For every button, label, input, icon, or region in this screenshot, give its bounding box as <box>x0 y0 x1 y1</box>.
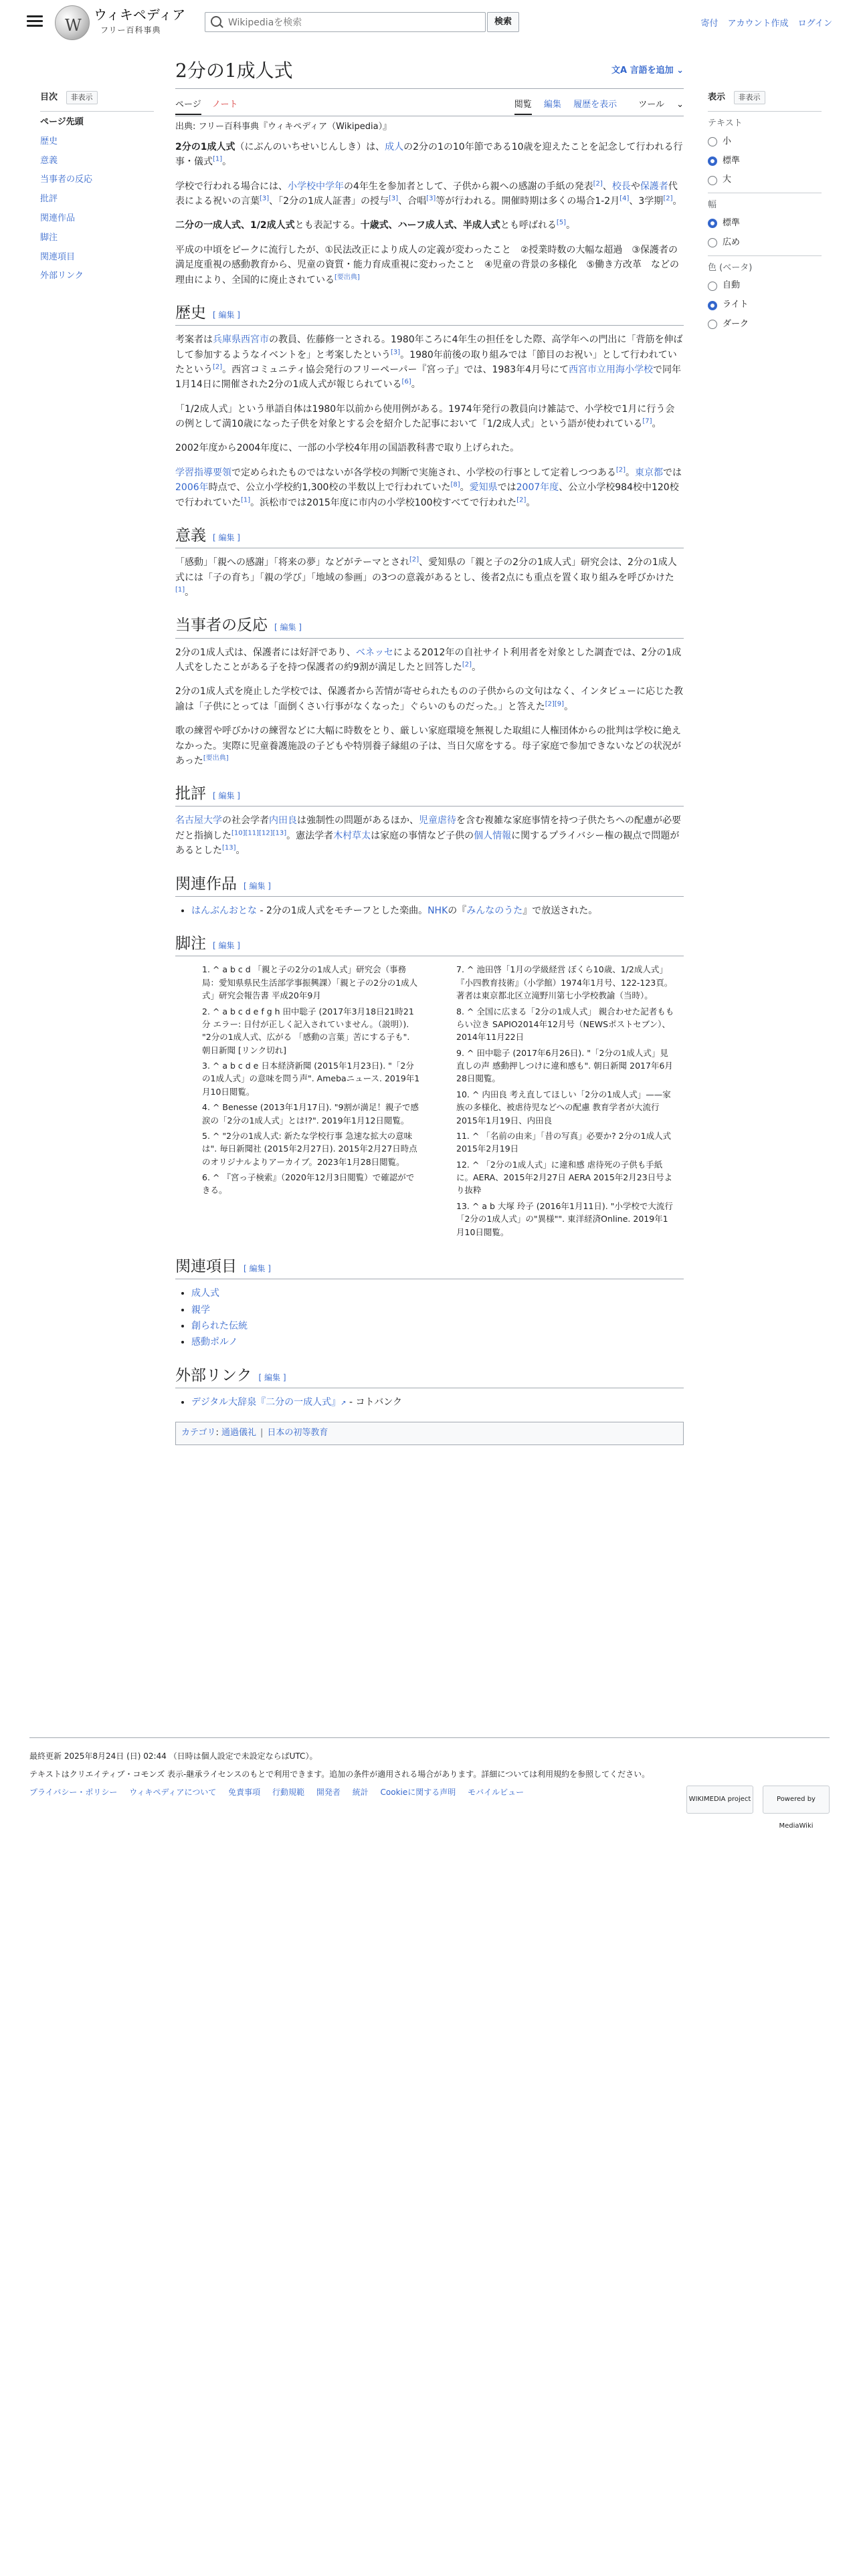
reference-item <box>456 963 684 1002</box>
appearance-panel <box>708 91 822 337</box>
title-row <box>175 59 684 89</box>
text: で同年1月14日に開催された2分の1成人式が報じられている <box>175 364 682 391</box>
category-link[interactable]: 通過儀礼 <box>221 1428 257 1438</box>
link-personal-info[interactable]: 個人情報 <box>474 830 512 841</box>
license-text: テキストはクリエイティブ・コモンズ 表示-継承ライセンスのもとで利用できます。追加の条件が適用される場合があります。詳細については利用規約を参照してください。 <box>29 1769 650 1780</box>
ref-number: 10. <box>456 1089 470 1099</box>
ref-link[interactable]: [1] <box>213 155 223 163</box>
text-size-small-radio[interactable] <box>708 135 822 149</box>
color-auto-radio[interactable] <box>708 279 822 293</box>
ref-link[interactable]: [2][9] <box>545 700 565 708</box>
ref-number: 13. <box>456 1200 470 1211</box>
text: 考案者は <box>175 334 213 346</box>
text: 。 <box>652 419 662 430</box>
history-paragraph-3: 2002年度から2004年度に、一部の小学校4年用の国語教科書で取り上げられた。 <box>175 443 520 454</box>
reference-item <box>202 1005 430 1057</box>
text: 2分の1成人式は、保護者には好評であり、 <box>175 647 356 658</box>
text-size-standard-radio[interactable] <box>708 154 822 169</box>
color-label: 色 (ベータ) <box>708 262 753 273</box>
text: 2分の1成人式を廃止した学校では、保護者から苦情が寄せられたものの子供からの文句はなく、インタビューに応じた教諭は「子供にとっては「面倒くさい行事がなくなった」ぐらいのものだった。」と答えた <box>175 686 683 712</box>
term: 2分の1成人式 <box>175 141 235 152</box>
text: 、愛知県の「親と子の2分の1成人式」研究会は、2分の1成人式には「子の育ち」「親の学び」「地域の参画」の3つの意義があるとし、後者2点にも重点を置く取り組みを呼びかけた <box>175 557 677 583</box>
ref-number: 8. <box>456 1006 464 1016</box>
heading-text: 外部リンク <box>175 1366 252 1384</box>
link-minna-no-uta[interactable]: みんなのうた <box>466 905 523 916</box>
text: 歌の練習や呼びかけの練習などに大幅に時数をとり、厳しい家庭環境を無視した取組に人権団体からの批判は学校に絶えなかった。実際に児童養護施設の子どもや特別養子縁組の子は、当日欠席をする。母子家庭で参加できないなどの状況があった <box>175 726 681 766</box>
external-list <box>191 1395 684 1410</box>
ref-number: 11. <box>456 1130 470 1141</box>
ref-link[interactable]: [2] <box>593 179 603 187</box>
toc-header <box>40 91 154 108</box>
width-label: 幅 <box>708 200 717 211</box>
reference-item <box>202 1130 430 1168</box>
tab-edit[interactable]: 編集 <box>543 100 561 110</box>
list-item <box>191 1303 684 1317</box>
text: 。 <box>235 845 246 857</box>
toc-item-meaning[interactable]: 意義 <box>40 155 58 166</box>
reaction-paragraph-2 <box>175 684 684 714</box>
link-tokyo[interactable]: 東京都 <box>635 467 664 478</box>
text: （にぶんのいちせいじんしき）は、 <box>235 141 385 152</box>
toc-item-works[interactable]: 関連作品 <box>40 213 76 223</box>
ref-number: 5. <box>202 1130 210 1141</box>
reference-item <box>202 1101 430 1127</box>
site-header <box>0 0 859 45</box>
text: - コトバンク <box>346 1396 402 1408</box>
text: の2分の1の10年節である10歳を迎えたことを記念して行われる行事・儀式 <box>175 141 683 168</box>
text: 、「2分の1成人証書」の授与 <box>269 195 389 207</box>
text: 「1/2成人式」という単語自体は1980年以前から使用例がある。1974年発行の教員向け雑誌で、小学校で1月に行う会の例として満10歳になった子供を対象とする会を紹介した記事において「1/2成人式」という語が使われている <box>175 403 675 430</box>
critique-paragraph <box>175 813 684 858</box>
ref-text: ^ 「名前の由来」「昔の写真」必要か? 2分の1成人式 2015年2月19日 <box>456 1130 672 1154</box>
reference-item <box>456 1158 684 1197</box>
main-menu-icon[interactable] <box>27 13 43 29</box>
toc-item-top[interactable]: ページ先頭 <box>40 117 84 127</box>
page-footer <box>29 1737 830 1830</box>
list-item <box>191 903 684 918</box>
reference-item <box>456 1005 684 1044</box>
text: による2012年の自社サイト利用者を対象とした調査では、2分の1成人式をしたことがある子を持つ保護者の約9割が満足したと回答した <box>175 647 682 673</box>
edit-section-link[interactable]: [ 編集 ] <box>213 533 240 543</box>
text: 、公立小学校984校中120校で行われていた <box>175 482 679 508</box>
text: を含む複雑な家庭事情を持つ子供たちへの配慮が必要だと指摘した <box>175 815 681 841</box>
category-separator: | <box>260 1428 264 1438</box>
text: 。 <box>672 195 682 207</box>
toc-item-external[interactable]: 外部リンク <box>40 271 84 282</box>
ref-link[interactable]: [3] <box>391 348 401 356</box>
text: 代表による祝いの言葉 <box>175 181 678 207</box>
heading-critique <box>175 783 684 807</box>
link-principal[interactable]: 校長 <box>611 181 631 192</box>
link-invented-tradition[interactable]: 創られた伝統 <box>191 1320 248 1331</box>
table-of-contents <box>40 91 154 289</box>
link-adult[interactable]: 成人 <box>385 141 404 152</box>
text: 。 <box>472 661 482 673</box>
citation-needed[interactable]: [要出典] <box>203 754 229 762</box>
color-dark-radio[interactable] <box>708 318 822 332</box>
personal-tools <box>694 17 832 31</box>
text: 、 <box>602 181 612 192</box>
edit-section-link[interactable]: [ 編集 ] <box>274 623 302 633</box>
text: の社会学者 <box>222 815 269 827</box>
edit-section-link[interactable]: [ 編集 ] <box>244 881 271 891</box>
link-hanbun-otona[interactable]: はんぶんおとな <box>191 905 257 916</box>
intro-paragraph-2 <box>175 179 684 209</box>
search-input[interactable] <box>227 14 484 31</box>
tab-read[interactable]: 閲覧 <box>514 100 532 115</box>
term: 二分の一成人式、1/2成人式 <box>175 220 295 231</box>
ref-text: ^ Benesse (2013年1月17日). "9割が満足！親子で感涙の「2分の1成人式」とは!?". 2019年1月12日閲覧。 <box>202 1102 419 1125</box>
list-item <box>191 1286 684 1301</box>
mediawiki-badge[interactable]: Powered by MediaWiki <box>763 1786 830 1814</box>
history-paragraph-2 <box>175 402 684 432</box>
link-2006[interactable]: 2006年 <box>175 482 209 494</box>
heading-history <box>175 302 684 326</box>
article-content <box>175 59 684 1445</box>
text: の『 <box>448 905 467 916</box>
width-standard-radio[interactable] <box>708 217 822 231</box>
logo-wordmark[interactable]: ウィキペディア <box>94 7 186 23</box>
radio-dot <box>708 320 717 329</box>
chevron-down-icon: ⌄ <box>673 100 684 110</box>
toc-item-reaction[interactable]: 当事者の反応 <box>40 175 93 185</box>
ref-text: ^ 田中聡子 (2017年6月26日). "「2分の1成人式」見直しの声 感動押しつけに違和感も". 朝日新聞 2017年6月28日閲覧。 <box>456 1047 673 1084</box>
intro-paragraph-4 <box>175 243 684 288</box>
add-language-button[interactable] <box>611 64 684 78</box>
reference-item <box>456 1047 684 1085</box>
text: 、合唱 <box>398 195 427 207</box>
category-box: カテゴリ: 通過儀礼 | 日本の初等教育 <box>175 1422 684 1445</box>
related-list <box>191 1286 684 1350</box>
radio-label: 大 <box>723 175 732 185</box>
appearance-title: 表示 <box>708 92 726 102</box>
color-light-radio[interactable] <box>708 298 822 312</box>
ref-number: 2. <box>202 1006 210 1016</box>
external-link-icon: ↗ <box>341 1399 347 1407</box>
link-nagoya-univ[interactable]: 名古屋大学 <box>175 815 222 827</box>
ref-number: 12. <box>456 1159 470 1170</box>
history-paragraph-1 <box>175 332 684 393</box>
heading-works <box>175 873 684 897</box>
text: に関するプライバシー権の観点で問題があるとした <box>175 830 680 857</box>
ref-text: ^ 「2分の1成人式」に違和感 虐待死の子供も手紙に。AERA、2015年2月27日 AERA 2015年2月23日号より抜粋 <box>456 1159 673 1196</box>
wikipedia-globe-logo[interactable] <box>55 5 90 40</box>
list-item <box>191 1395 684 1410</box>
ref-text: ^ a b 大塚 玲子 (2016年1月11日). "小学校で大流行「2分の1成人式」の"異様"". 東洋経済Online. 2019年1月10日閲覧。 <box>456 1200 673 1237</box>
ref-text: ^ "2分の1成人式: 新たな学校行事 急速な拡大の意味は". 毎日新聞社 (2015年2月27日). 2015年2月27日時点のオリジナルよりアーカイブ。2023年1月28日閲覧。 <box>202 1130 417 1167</box>
ref-text: ^ 池田啓「1月の学級経営 ぼくら10歳、1/2成人式」『小四教育技術』（小学館）1974年1月号、122-123頁。著者は東京都北区立滝野川第七小学校教諭（当時）。 <box>456 964 673 1001</box>
ref-link[interactable]: [3] <box>426 195 436 203</box>
tab-talk[interactable]: ノート <box>211 100 238 110</box>
page-tabs <box>175 93 684 116</box>
search-box[interactable] <box>205 12 486 32</box>
radio-label: ダーク <box>723 318 749 329</box>
text: 』で放送された。 <box>522 905 598 916</box>
text: では <box>497 482 516 494</box>
heading-reaction <box>175 615 684 638</box>
heading-text: 批評 <box>175 785 206 803</box>
appearance-divider <box>708 111 822 112</box>
link-elementary[interactable]: 小学校中学年 <box>288 181 344 192</box>
link-2007[interactable]: 2007年度 <box>516 482 559 494</box>
edit-section-link[interactable]: [ 編集 ] <box>213 791 240 801</box>
text: 。西宮コミュニティ協会発行のフリーペーパー『宮っ子』では、1983年4月号にて <box>222 364 569 375</box>
reaction-paragraph-1 <box>175 645 684 675</box>
link-aichi[interactable]: 愛知県 <box>469 482 498 494</box>
tools-label: ツール <box>638 100 664 110</box>
text: 時点で、公立小学校約1,300校の半数以上で行われていた <box>208 482 451 494</box>
text: とも呼ばれる <box>500 220 557 231</box>
link-nhk[interactable]: NHK <box>427 905 448 916</box>
ref-link[interactable]: [1] <box>175 586 185 594</box>
translate-icon: 文A <box>611 66 630 76</box>
toc-item-related[interactable]: 関連項目 <box>40 251 76 262</box>
radio-dot-selected <box>708 156 717 166</box>
text: 「感動」「親への感謝」「将来の夢」などがテーマとされ <box>175 557 409 568</box>
ref-number: 1. <box>202 964 210 975</box>
radio-label: 広め <box>723 237 741 247</box>
tab-history[interactable]: 履歴を表示 <box>573 100 617 110</box>
radio-label: 自動 <box>723 280 741 291</box>
logo-glyph: W <box>65 16 82 35</box>
ref-number: 7. <box>456 964 464 975</box>
ref-link[interactable]: [1] <box>241 496 251 504</box>
ref-link[interactable]: [2] <box>213 363 223 371</box>
radio-dot <box>708 282 717 291</box>
text: の4年生を参加者として、子供から親への感謝の手紙の発表 <box>344 181 593 192</box>
text: は家庭の事情など子供の <box>371 830 474 841</box>
link-kotobank[interactable]: デジタル大辞泉『二分の一成人式』 <box>191 1396 341 1408</box>
text: 等が行われる。開催時期は多くの場合1-2月 <box>436 195 620 207</box>
intro-paragraph-3 <box>175 218 684 233</box>
meaning-paragraph <box>175 555 684 600</box>
reference-item <box>202 1059 430 1098</box>
text: 。 <box>626 467 636 478</box>
heading-text: 歴史 <box>175 304 206 322</box>
edit-section-link[interactable]: [ 編集 ] <box>258 1372 286 1382</box>
ref-link[interactable]: [2] <box>516 496 527 504</box>
reference-item <box>456 1130 684 1156</box>
login-link[interactable]: ログイン <box>797 19 832 29</box>
ref-link[interactable]: [2] <box>409 556 419 564</box>
link-school[interactable]: 西宮市立用海小学校 <box>569 364 654 375</box>
term: 十歳式、ハーフ成人式、半成人式 <box>360 220 500 231</box>
ref-link[interactable]: [2] <box>462 661 472 669</box>
radio-dot-selected <box>708 301 717 310</box>
heading-text: 当事者の反応 <box>175 617 268 635</box>
ref-link[interactable]: [3] <box>389 195 399 203</box>
ref-link[interactable]: [2] <box>615 466 626 474</box>
references-column-right <box>430 963 684 1241</box>
text: の教員、佐藤修一とされる。1980年ころに4年生の担任をした際、高学年への門出に「背筋を伸ばして参加するようなイベントを」と考案したという <box>175 334 683 360</box>
categories-label[interactable]: カテゴリ <box>181 1428 216 1438</box>
toc-item-history[interactable]: 歴史 <box>40 136 58 146</box>
last-modified: 最終更新 2025年8月24日 (日) 02:44 （日時は個人設定で未設定ならばUTC）。 <box>29 1751 318 1761</box>
list-item <box>191 1335 684 1350</box>
radio-dot <box>708 137 717 146</box>
heading-text: 関連作品 <box>175 875 237 893</box>
ref-number: 9. <box>456 1047 464 1058</box>
text: 。 <box>566 220 576 231</box>
ref-text: ^ a b c d 「親と子の2分の1成人式」研究会（事務局：愛知県県民生活部学事振興課）「親と子の2分の1成人式」研究会報告書 平成20年9月 <box>202 964 418 1001</box>
chevron-down-icon: ⌄ <box>673 66 684 76</box>
text: 。 <box>564 701 574 712</box>
toc-title: 目次 <box>40 92 58 102</box>
text: 学校で行われる場合には、 <box>175 181 288 192</box>
link-kimura[interactable]: 木村草太 <box>333 830 371 841</box>
search-icon <box>211 16 221 27</box>
link-inspiration-porn[interactable]: 感動ポルノ <box>191 1337 238 1348</box>
ref-text: ^ 全国に広まる「2分の1成人式」 親合わせた記者ももらい泣き SAPIO2014年12月号（NEWSポストセブン）、2014年11月22日 <box>456 1006 674 1043</box>
ref-number: 6. <box>202 1172 210 1183</box>
appearance-divider <box>708 255 822 256</box>
reference-item <box>202 1171 430 1197</box>
radio-label: 標準 <box>723 155 741 166</box>
text: では <box>663 467 682 478</box>
appearance-header <box>708 91 822 108</box>
from-line: 出典: フリー百科事典『ウィキペディア（Wikipedia）』 <box>175 122 392 132</box>
text: 。憲法学者 <box>286 830 334 841</box>
category-link[interactable]: 日本の初等教育 <box>267 1428 328 1438</box>
appearance-hide-button[interactable]: 非表示 <box>734 91 765 104</box>
toc-item-critique[interactable]: 批評 <box>40 194 58 205</box>
footer-link-about[interactable]: ウィキペディアについて <box>129 1788 217 1798</box>
link-benesse[interactable]: ベネッセ <box>355 647 393 658</box>
text: - 2分の1成人式をモチーフとした楽曲。 <box>257 905 428 916</box>
footer-link-stats[interactable]: 統計 <box>352 1788 369 1798</box>
toc-item-notes[interactable]: 脚注 <box>40 232 58 243</box>
heading-external <box>175 1365 684 1388</box>
tab-tools[interactable] <box>629 100 684 110</box>
ref-number: 4. <box>202 1102 210 1113</box>
citation-needed[interactable]: [要出典] <box>335 273 360 281</box>
text-size-large-radio[interactable] <box>708 173 822 187</box>
link-curriculum[interactable]: 学習指導要領 <box>175 467 231 478</box>
ref-link[interactable]: [2] <box>663 195 673 203</box>
radio-label: ライト <box>723 300 749 310</box>
text: 。1980年前後の取り組みでは「節目のお祝い」として行われていたという <box>175 349 677 375</box>
ref-link[interactable]: [3] <box>260 195 270 203</box>
text: 。 <box>526 497 536 508</box>
ref-link[interactable]: [8] <box>450 481 460 489</box>
ref-link[interactable]: [7] <box>642 417 652 425</box>
edit-section-link[interactable]: [ 編集 ] <box>213 310 240 320</box>
text-size-label: テキスト <box>708 118 743 128</box>
text: 。 <box>460 482 470 494</box>
text: 。 <box>185 586 195 598</box>
intro-paragraph-1 <box>175 140 684 170</box>
text: は強制性の問題があるほか、 <box>297 815 419 827</box>
text: や <box>630 181 640 192</box>
text: で定められたものではないが各学校の判断で実施され、小学校の行事として定着しつつある <box>231 467 616 478</box>
search-button[interactable]: 検索 <box>487 12 519 32</box>
link-uchida[interactable]: 内田良 <box>269 815 297 827</box>
reaction-paragraph-3 <box>175 724 684 768</box>
history-paragraph-4 <box>175 465 684 510</box>
radio-dot-selected <box>708 219 717 228</box>
footer-link-mobile[interactable]: モバイルビュー <box>468 1788 524 1798</box>
footer-link-cookie[interactable]: Cookieに関する声明 <box>380 1788 456 1798</box>
wikimedia-badge[interactable]: WIKIMEDIA project <box>686 1786 753 1814</box>
toc-hide-button[interactable]: 非表示 <box>66 91 98 104</box>
heading-text: 意義 <box>175 527 206 545</box>
ref-number: 3. <box>202 1061 210 1071</box>
text: とも表記する。 <box>294 220 361 231</box>
link-nishinomiya[interactable]: 兵庫県西宮市 <box>213 334 269 346</box>
ref-link[interactable]: [5] <box>556 219 567 227</box>
width-wide-radio[interactable] <box>708 236 822 250</box>
reference-item <box>202 963 430 1002</box>
heading-text: 脚注 <box>175 935 206 953</box>
reference-item <box>456 1088 684 1127</box>
edit-section-link[interactable]: [ 編集 ] <box>244 1263 271 1273</box>
ref-link[interactable]: [4] <box>619 195 630 203</box>
heading-text: 関連項目 <box>175 1257 237 1275</box>
toc-divider <box>40 111 154 112</box>
text: 。 <box>222 156 232 168</box>
link-guardian[interactable]: 保護者 <box>640 181 668 192</box>
ref-link[interactable]: [10][11][12][13] <box>231 829 287 837</box>
edit-section-link[interactable]: [ 編集 ] <box>213 941 240 951</box>
heading-related <box>175 1256 684 1279</box>
tab-page[interactable]: ページ <box>175 100 201 115</box>
references-column-left <box>175 963 430 1241</box>
text: 平成の中頃をピークに流行したが、①民法改正により成人の定義が変わったこと ②授業時数の大幅な超過 ③保護者の満足度重視の感動教育から、児童の資質・能力育成重視に変わったこと ④児童の背景の多様化 ⑤働き方改革 などの理由により、全国的に廃止されている <box>175 244 679 286</box>
radio-label: 小 <box>723 136 732 146</box>
reference-item <box>456 1200 684 1239</box>
logo-tagline: フリー百科事典 <box>100 25 161 35</box>
add-language-label: 言語を追加 <box>630 66 674 76</box>
link-oyagaku[interactable]: 親学 <box>191 1304 210 1315</box>
ref-text: ^ 『宮っ子検索』（2020年12月3日閲覧）で確認ができる。 <box>202 1172 415 1196</box>
text: 。 <box>411 379 421 391</box>
list-item <box>191 1319 684 1333</box>
text: 、3学期 <box>629 195 664 207</box>
ref-link[interactable]: [6] <box>401 378 411 386</box>
footer-link-conduct[interactable]: 行動規範 <box>272 1788 305 1798</box>
create-account-link[interactable]: アカウント作成 <box>727 19 789 29</box>
ref-link[interactable]: [13] <box>222 844 236 852</box>
link-seijinshiki[interactable]: 成人式 <box>191 1288 219 1299</box>
page-title: 2分の1成人式 <box>175 60 293 82</box>
ref-text: ^ 内田良 考え直してほしい「2分の1成人式」——家族の多様化、被虐待児などへの配慮 教育学者が大流行 2015年1月19日、内田良 <box>456 1089 671 1125</box>
text: 。浜松市では2015年度に市内の小学校100校すべてで行われた <box>250 497 517 508</box>
heading-notes <box>175 933 684 956</box>
works-list <box>191 903 684 918</box>
references-list <box>175 963 684 1241</box>
ref-text: ^ a b c d e 日本経済新聞 (2015年1月23日). "「2分の1成人式」の意味を問う声". Amebaニュース. 2019年1月10日閲覧。 <box>202 1061 420 1097</box>
link-child-abuse[interactable]: 児童虐待 <box>419 815 456 827</box>
radio-label: 標準 <box>723 217 741 228</box>
radio-dot <box>708 238 717 247</box>
footer-link-disclaimer[interactable]: 免責事項 <box>228 1788 261 1798</box>
radio-dot <box>708 176 717 185</box>
footer-link-privacy[interactable]: プライバシー・ポリシー <box>29 1788 118 1798</box>
heading-meaning <box>175 525 684 548</box>
ref-text: ^ a b c d e f g h 田中聡子 (2017年3月18日21時21分 エラー: 日付が正しく記入されていません。（説明）). "2分の1成人式、広がる 「感動の言葉」苦にする子も". 朝日新聞 [リンク切れ] <box>202 1006 414 1055</box>
footer-link-developers[interactable]: 開発者 <box>316 1788 341 1798</box>
donate-link[interactable]: 寄付 <box>700 19 719 29</box>
